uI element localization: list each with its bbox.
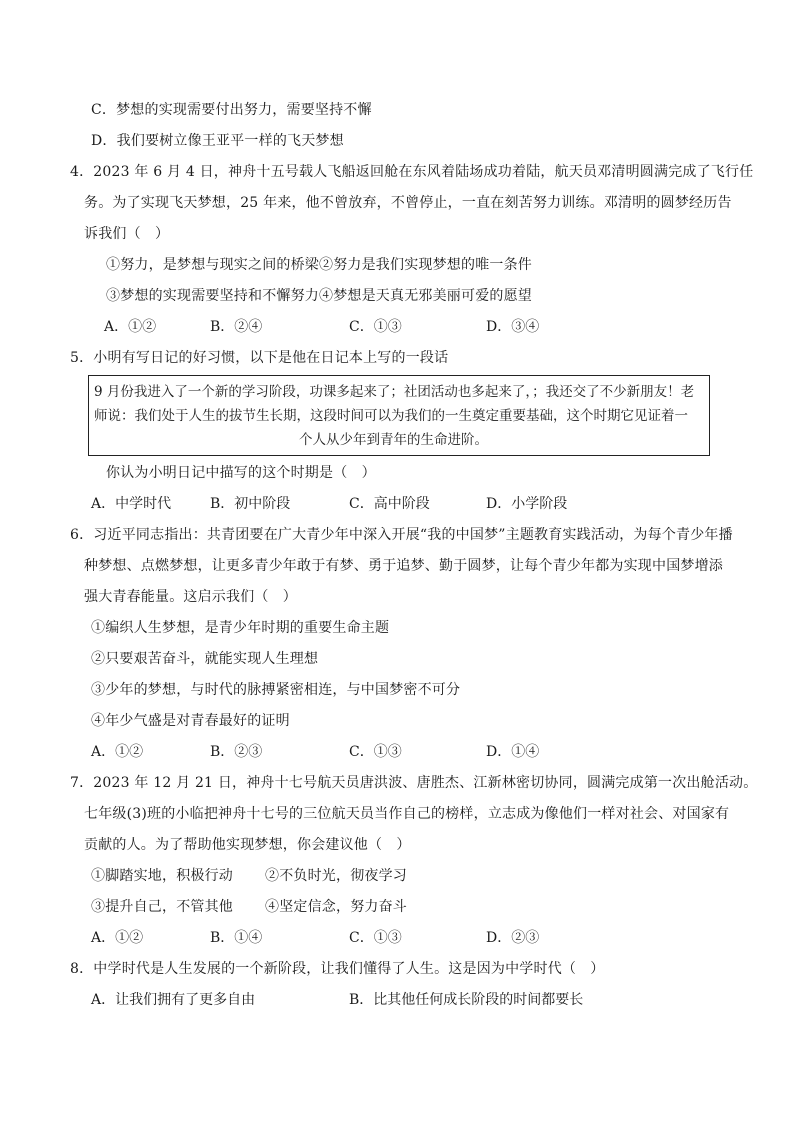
q5-stem: 5．小明有写日记的好习惯，以下是他在日记本上写的一段话 xyxy=(70,350,449,366)
q6-option-d: D．①④ xyxy=(486,744,540,760)
q5-option-c: C．高中阶段 xyxy=(349,496,430,512)
q5-question: 你认为小明日记中描写的这个时期是（ ） xyxy=(106,465,376,481)
q7-statement-1: ①脚踏实地，积极行动 xyxy=(91,868,233,884)
q8-option-a: A．让我们拥有了更多自由 xyxy=(91,992,256,1008)
q7-stem-line2: 七年级(3)班的小临把神舟十七号的三位航天员当作自己的榜样，立志成为像他们一样对社会、对国家有 xyxy=(84,806,730,822)
q7-statement-3: ③提升自己，不管其他 xyxy=(91,899,233,915)
q6-statement-1: ①编织人生梦想，是青少年时期的重要生命主题 xyxy=(91,620,390,636)
q4-stem-line2: 务。为了实现飞天梦想，25 年来，他不曾放弃，不曾停止，一直在刻苦努力训练。邓清明的圆梦经历告 xyxy=(84,195,732,211)
q4-option-b: B．②④ xyxy=(210,319,263,335)
q7-statement-4: ④坚定信念，努力奋斗 xyxy=(265,899,407,915)
q4-statement-3-4: ③梦想的实现需要坚持和不懈努力④梦想是天真无邪美丽可爱的愿望 xyxy=(106,288,532,304)
q6-option-a: A．①② xyxy=(91,744,144,760)
q6-statement-3: ③少年的梦想，与时代的脉搏紧密相连，与中国梦密不可分 xyxy=(91,682,461,698)
q7-option-b: B．①④ xyxy=(210,930,263,946)
diary-line2: 师说：我们处于人生的拔节生长期，这段时间可以为我们的一生奠定重要基础，这个时期它见证着一 xyxy=(94,408,688,424)
q4-stem-line1: 4．2023 年 6 月 4 日，神舟十五号载人飞船返回舱在东风着陆场成功着陆，航天员邓清明圆满完成了飞行任 xyxy=(70,164,754,180)
diary-line1: 9 月份我进入了一个新的学习阶段，功课多起来了；社团活动也多起来了，；我还交了不少新朋友！老 xyxy=(94,384,695,400)
q5-option-a: A．中学时代 xyxy=(91,496,172,512)
q4-option-d: D．③④ xyxy=(486,319,540,335)
q4-statement-1-2: ①努力，是梦想与现实之间的桥梁②努力是我们实现梦想的唯一条件 xyxy=(106,257,532,273)
q6-stem-line2: 种梦想、点燃梦想，让更多青少年敢于有梦、勇于追梦、勤于圆梦，让每个青少年都为实现中国梦增添 xyxy=(84,558,723,574)
q7-stem-line3: 贡献的人。为了帮助他实现梦想，你会建议他（ ） xyxy=(84,837,411,853)
diary-line3: 个人从少年到青年的生命进阶。 xyxy=(299,432,488,448)
q3-option-d: D．我们要树立像王亚平一样的飞天梦想 xyxy=(91,133,344,149)
q6-stem-line1: 6．习近平同志指出：共青团要在广大青少年中深入开展“我的中国梦”主题教育实践活动，为每个青少年播 xyxy=(70,527,733,543)
q6-statement-2: ②只要艰苦奋斗，就能实现人生理想 xyxy=(91,651,319,667)
q4-option-c: C．①③ xyxy=(349,319,402,335)
q4-option-a: A．①② xyxy=(104,319,157,335)
q3-option-c: C．梦想的实现需要付出努力，需要坚持不懈 xyxy=(91,102,372,118)
q5-option-b: B．初中阶段 xyxy=(210,496,291,512)
q7-stem-line1: 7．2023 年 12 月 21 日，神舟十七号航天员唐洪波、唐胜杰、江新林密切协同，圆满完成第一次出舱活动。 xyxy=(70,775,758,791)
q8-option-b: B．比其他任何成长阶段的时间都要长 xyxy=(349,992,584,1008)
q8-stem: 8．中学时代是人生发展的一个新阶段，让我们懂得了人生。这是因为中学时代（ ） xyxy=(70,961,605,977)
q6-option-b: B．②③ xyxy=(210,744,263,760)
q5-option-d: D．小学阶段 xyxy=(486,496,568,512)
q6-stem-line3: 强大青春能量。这启示我们（ ） xyxy=(84,589,297,605)
q4-stem-line3: 诉我们（ ） xyxy=(84,226,170,242)
q7-option-d: D．②③ xyxy=(486,930,540,946)
q6-statement-4: ④年少气盛是对青春最好的证明 xyxy=(91,713,290,729)
q7-option-a: A．①② xyxy=(91,930,144,946)
diary-excerpt-box xyxy=(88,375,710,456)
q6-option-c: C．①③ xyxy=(349,744,402,760)
q7-statement-2: ②不负时光，彻夜学习 xyxy=(265,868,407,884)
q7-option-c: C．①③ xyxy=(349,930,402,946)
